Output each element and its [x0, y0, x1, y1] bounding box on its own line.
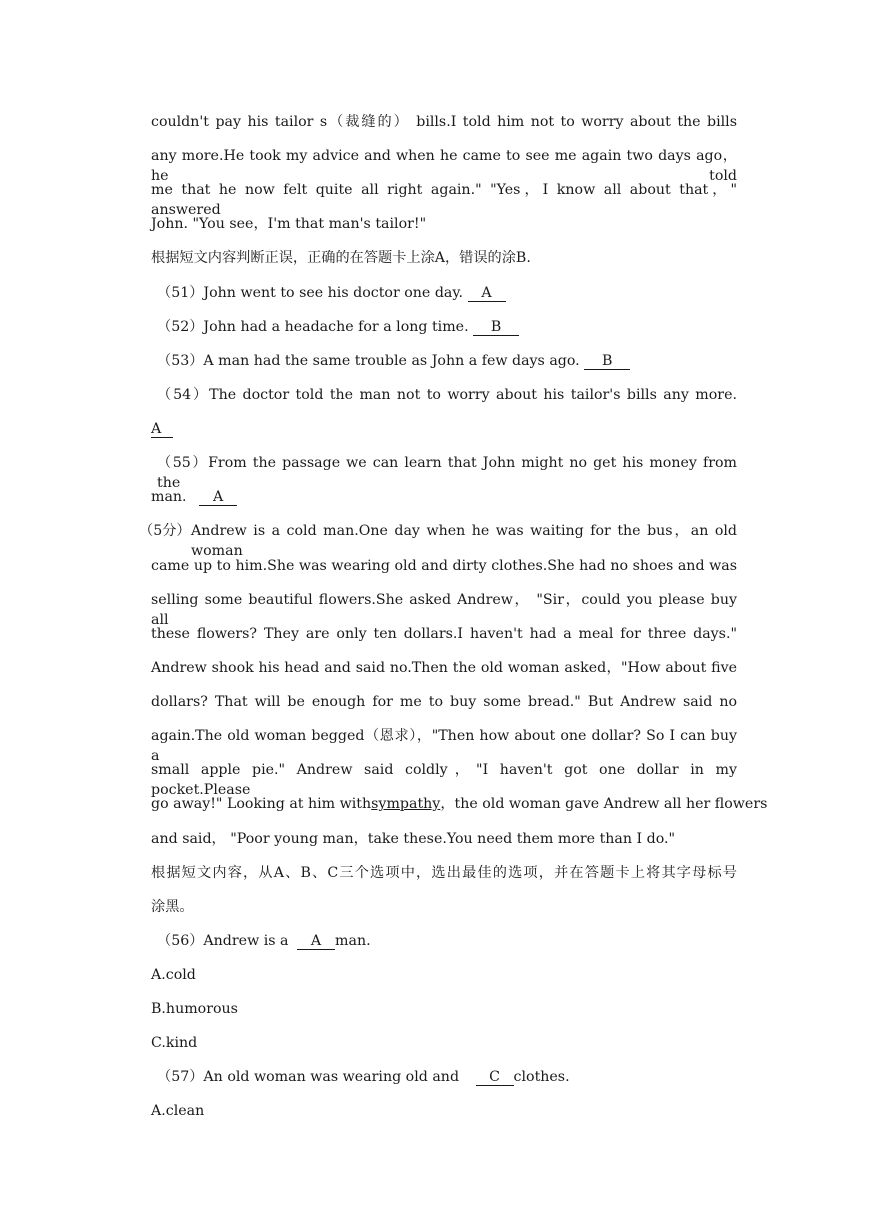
answer-56: A	[297, 933, 335, 950]
question-56-prefix: （56）Andrew is a	[157, 933, 289, 949]
option-56-a: A.cold	[151, 967, 196, 983]
passage1-line-3: me that he now felt quite all right again." "Yes，I know all about that，" answered	[151, 182, 737, 218]
question-52	[157, 317, 737, 337]
answer-53: B	[584, 353, 630, 370]
question-53	[157, 351, 737, 371]
passage1-line-4: John. "You see，I'm that man's tailor!"	[151, 216, 427, 232]
answer-54: A	[151, 421, 173, 438]
question-55-text-end: man.	[151, 489, 187, 505]
question-56	[157, 931, 737, 951]
passage2-instruction-2: 涂黑。	[151, 899, 194, 915]
passage2-line-9-start: go away!" Looking at him with	[151, 796, 372, 812]
passage1-line-2: any more.He took my advice and when he came to see me again two days ago，he told	[151, 148, 737, 184]
question-55-text: （55）From the passage we can learn that John might no get his money from the	[157, 455, 737, 491]
question-52-text: （52）John had a headache for a long time.	[157, 319, 469, 335]
passage2-line-9	[151, 794, 768, 814]
question-57	[157, 1067, 737, 1087]
passage2-line-2: came up to him.She was wearing old and dirty clothes.She had no shoes and was	[151, 558, 737, 574]
passage1-instruction: 根据短文内容判断正误，正确的在答题卡上涂A，错误的涂B.	[151, 250, 531, 266]
option-56-c: C.kind	[151, 1035, 198, 1051]
question-54-text: （54）The doctor told the man not to worry about his tailor's bills any more.	[157, 387, 737, 403]
question-57-prefix: （57）An old woman was wearing old and	[157, 1069, 460, 1085]
passage2-line-6: dollars? That will be enough for me to buy some bread." But Andrew said no	[151, 694, 737, 710]
passage2-line-4: these flowers? They are only ten dollars.I haven't had a meal for three days."	[151, 626, 737, 642]
passage2-line-8: small apple pie." Andrew said coldly，"I haven't got one dollar in my pocket.Please	[151, 762, 737, 798]
passage2-line-1: Andrew is a cold man.One day when he was waiting for the bus，an old woman	[191, 523, 737, 559]
passage2-instruction-1: 根据短文内容，从A、B、C三个选项中，选出最佳的选项，并在答题卡上将其字母标号	[151, 865, 737, 881]
answer-57: C	[476, 1069, 514, 1086]
question-51	[157, 283, 737, 303]
question-54-answer-line	[151, 419, 737, 439]
score-label: （5分）	[139, 523, 191, 539]
question-51-text: （51）John went to see his doctor one day.	[157, 285, 463, 301]
passage2-line-3: selling some beautiful flowers.She asked Andrew， "Sir，could you please buy all	[151, 592, 737, 628]
passage1-line-1: couldn't pay his tailor s（裁缝的） bills.I told him not to worry about the bills	[151, 114, 737, 130]
question-56-suffix: man.	[335, 933, 371, 949]
option-56-b: B.humorous	[151, 1001, 238, 1017]
question-53-text: （53）A man had the same trouble as John a few days ago.	[157, 353, 580, 369]
answer-52: B	[473, 319, 519, 336]
question-57-suffix: clothes.	[513, 1069, 570, 1085]
question-55-answer-line	[151, 487, 737, 507]
passage2-line-9-end: ，the old woman gave Andrew all her flowers	[440, 796, 768, 812]
answer-55: A	[199, 489, 237, 506]
option-57-a: A.clean	[151, 1103, 205, 1119]
keyword-sympathy: sympathy	[371, 796, 441, 812]
passage2-line-1-row	[139, 521, 737, 559]
passage2-line-5: Andrew shook his head and said no.Then the old woman asked，"How about five	[151, 660, 737, 676]
passage2-line-7: again.The old woman begged（恩求），"Then how about one dollar? So I can buy a	[151, 728, 737, 764]
passage2-line-10: and said， "Poor young man，take these.You need them more than I do."	[151, 831, 676, 847]
answer-51: A	[468, 285, 506, 302]
